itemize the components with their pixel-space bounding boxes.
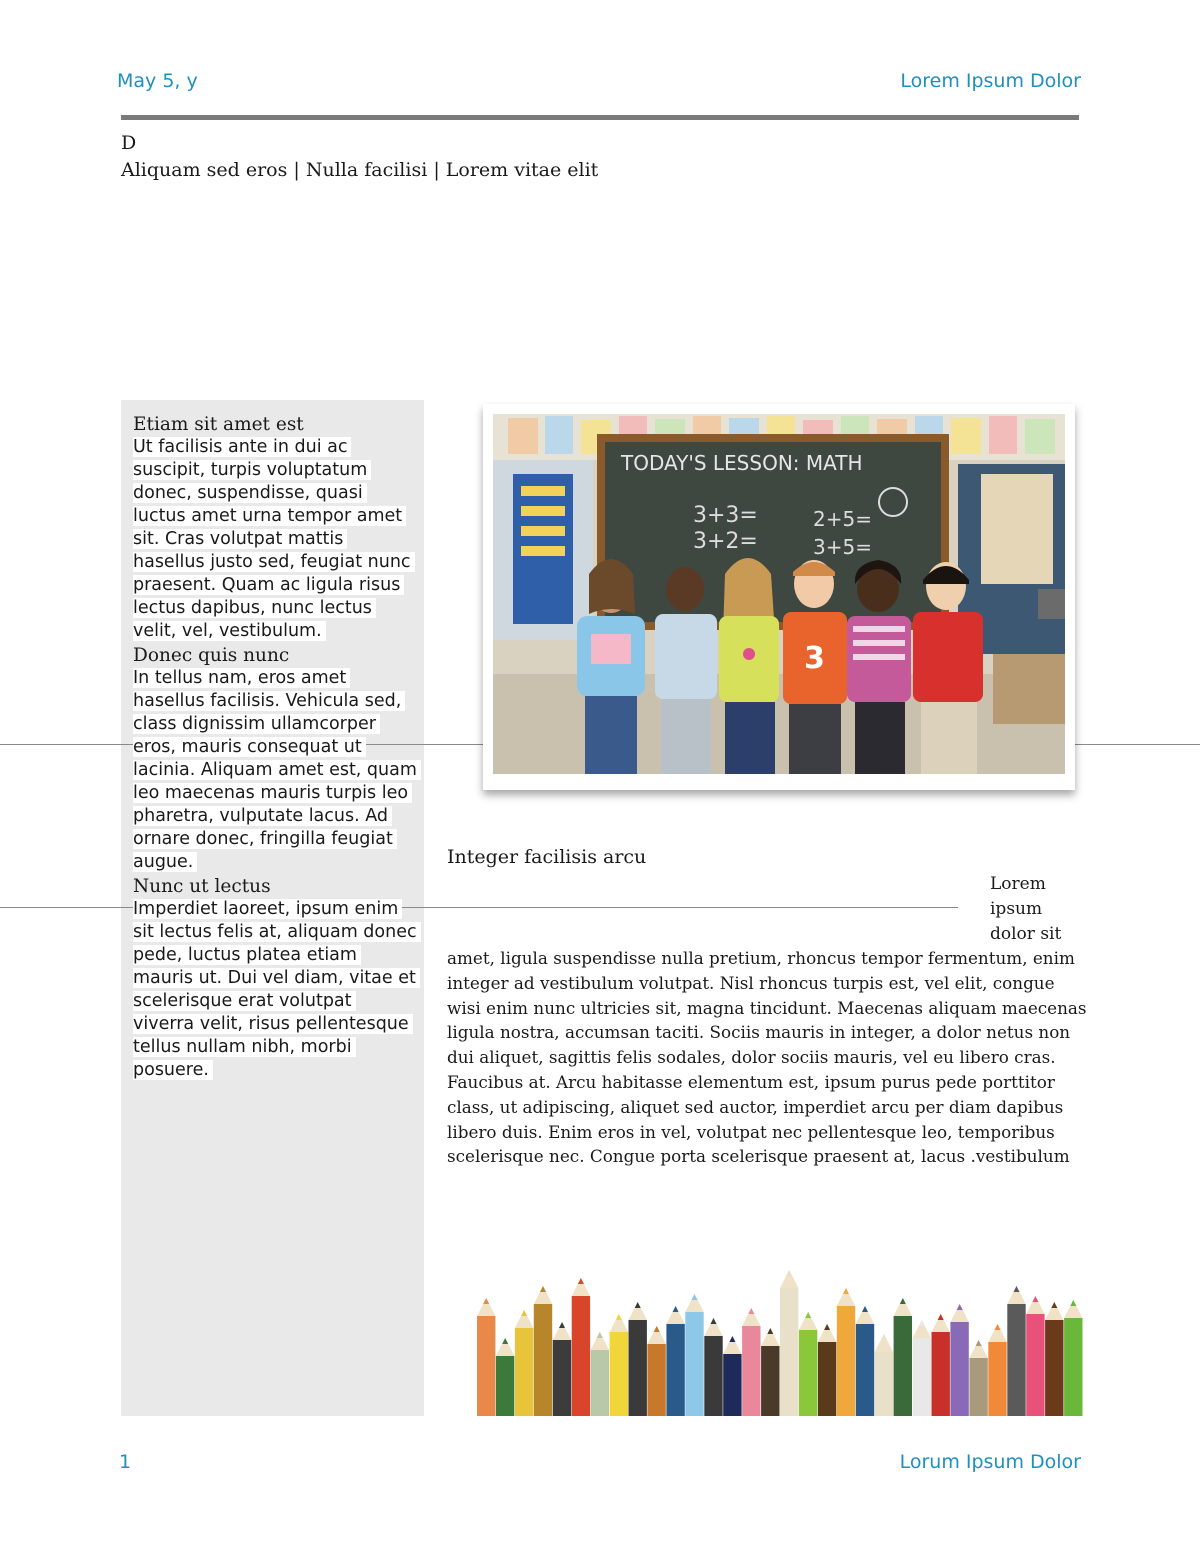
pencil-icon bbox=[515, 1310, 533, 1416]
chalkboard-text: TODAY'S LESSON: MATH bbox=[621, 451, 863, 475]
pencil-icon bbox=[950, 1304, 969, 1416]
sidebar-body: In tellus nam, eros amet hasellus facilisis. Vehicula sed, class dignissim ullamcorper eros, mauris consequat ut lacinia. Aliquam amet est, quam leo maecenas mauris turpis leo pharetra, vulputate lacus. Ad ornare donec, fringilla feugiat augue. bbox=[133, 668, 421, 872]
pencil-icon bbox=[799, 1312, 818, 1416]
footer-page-number: 1 bbox=[119, 1451, 132, 1473]
footer-title: Lorum Ipsum Dolor bbox=[899, 1451, 1081, 1473]
article-body: amet, ligula suspendisse nulla pretium, rhoncus tempor fermentum, enim integer ad vestibulum volutpat. Nisl rhoncus turpis est, vel elit, congue wisi enim nunc ultricies sit, magna tincidunt. Maecenas aliquam maecenas ligula nostra, accumsan taciti. Sociis mauris in integer, a dolor netus non dui aliquet, sagittis felis sodales, dolor sociis mauris, vel eu libero cras. Faucibus at. Arcu habitasse elementum est, ipsum purus pede porttitor class, ut adipiscing, aliquet sed auctor, imperdiet arcu per diam dapibus libero duis. Enim eros in vel, volutpat nec pellentesque leo, temporibus scelerisque nec. Congue porta scelerisque praesent at, lacus .vestibulum bbox=[447, 948, 1087, 1167]
header-rule bbox=[121, 115, 1079, 120]
divider-line bbox=[1072, 744, 1200, 745]
pencil-icon bbox=[856, 1306, 874, 1416]
pencil-icon bbox=[723, 1336, 741, 1416]
pencil-icon bbox=[572, 1278, 590, 1416]
sidebar-heading: Nunc ut lectus bbox=[133, 876, 271, 897]
pencil-icon bbox=[666, 1306, 684, 1416]
intro-tagline: Aliquam sed eros | Nulla facilisi | Lorem vitae elit bbox=[121, 159, 599, 181]
pencil-icon bbox=[629, 1302, 647, 1416]
pencil-icon bbox=[837, 1288, 856, 1416]
svg-text:3+2=: 3+2= bbox=[693, 529, 758, 554]
pencil-icon bbox=[818, 1324, 836, 1416]
pencil-icon bbox=[780, 1270, 798, 1416]
svg-text:3+5=: 3+5= bbox=[813, 535, 872, 559]
svg-text:2+5=: 2+5= bbox=[813, 507, 872, 531]
pencil-icon bbox=[761, 1328, 779, 1416]
svg-text:3+3=: 3+3= bbox=[693, 503, 758, 528]
pull-quote: Lorem ipsum dolor sit bbox=[990, 874, 1062, 944]
sidebar-body: Imperdiet laoreet, ipsum enim sit lectus felis at, aliquam donec pede, luctus platea etiam mauris ut. Dui vel diam, vitae et scelerisque erat volutpat viverra velit, risus pellentesque tellus nullam nibh, morbi posuere. bbox=[133, 899, 421, 1080]
sidebar-section bbox=[133, 644, 418, 874]
sidebar-section bbox=[133, 875, 418, 1082]
pencil-icon bbox=[969, 1340, 987, 1416]
pencil-icon bbox=[1026, 1296, 1044, 1416]
pencil-icon bbox=[477, 1298, 495, 1416]
pencil-icon bbox=[1007, 1286, 1025, 1416]
intro-letter: D bbox=[121, 132, 137, 154]
jersey-number: 3 bbox=[804, 641, 825, 676]
colored-pencils-illustration bbox=[477, 1268, 1083, 1416]
sidebar-body: Ut facilisis ante in dui ac suscipit, turpis voluptatum donec, suspendisse, quasi luctus amet urna tempor amet sit. Cras volutpat mattis hasellus justo sed, feugiat nunc praesent. Quam ac ligula risus lectus dapibus, nunc lectus velit, vel, vestibulum. bbox=[133, 437, 415, 641]
pencil-icon bbox=[591, 1332, 610, 1416]
pencil-icon bbox=[742, 1308, 761, 1416]
article-subheading: Integer facilisis arcu bbox=[447, 846, 647, 868]
pencil-icon bbox=[1045, 1302, 1064, 1416]
pencil-icon bbox=[988, 1324, 1007, 1416]
pencil-icon bbox=[496, 1338, 515, 1416]
pencil-icon bbox=[647, 1326, 666, 1416]
sidebar-section bbox=[133, 413, 418, 643]
sidebar-heading: Donec quis nunc bbox=[133, 645, 290, 666]
sidebar-heading: Etiam sit amet est bbox=[133, 414, 304, 435]
pencil-icon bbox=[913, 1320, 931, 1416]
pencil-icon bbox=[553, 1322, 571, 1416]
pencil-icon bbox=[1064, 1300, 1082, 1416]
classroom-photo bbox=[493, 414, 1065, 774]
header-date: May 5, y bbox=[117, 70, 198, 92]
pencil-icon bbox=[610, 1314, 628, 1416]
sidebar-text bbox=[133, 413, 418, 1083]
pencil-icon bbox=[875, 1334, 893, 1416]
pencil-icon bbox=[534, 1286, 553, 1416]
pencil-icon bbox=[932, 1314, 950, 1416]
pencil-icon bbox=[704, 1318, 722, 1416]
pencil-icon bbox=[894, 1298, 913, 1416]
pencil-icon bbox=[685, 1294, 704, 1416]
header-title: Lorem Ipsum Dolor bbox=[900, 70, 1081, 92]
